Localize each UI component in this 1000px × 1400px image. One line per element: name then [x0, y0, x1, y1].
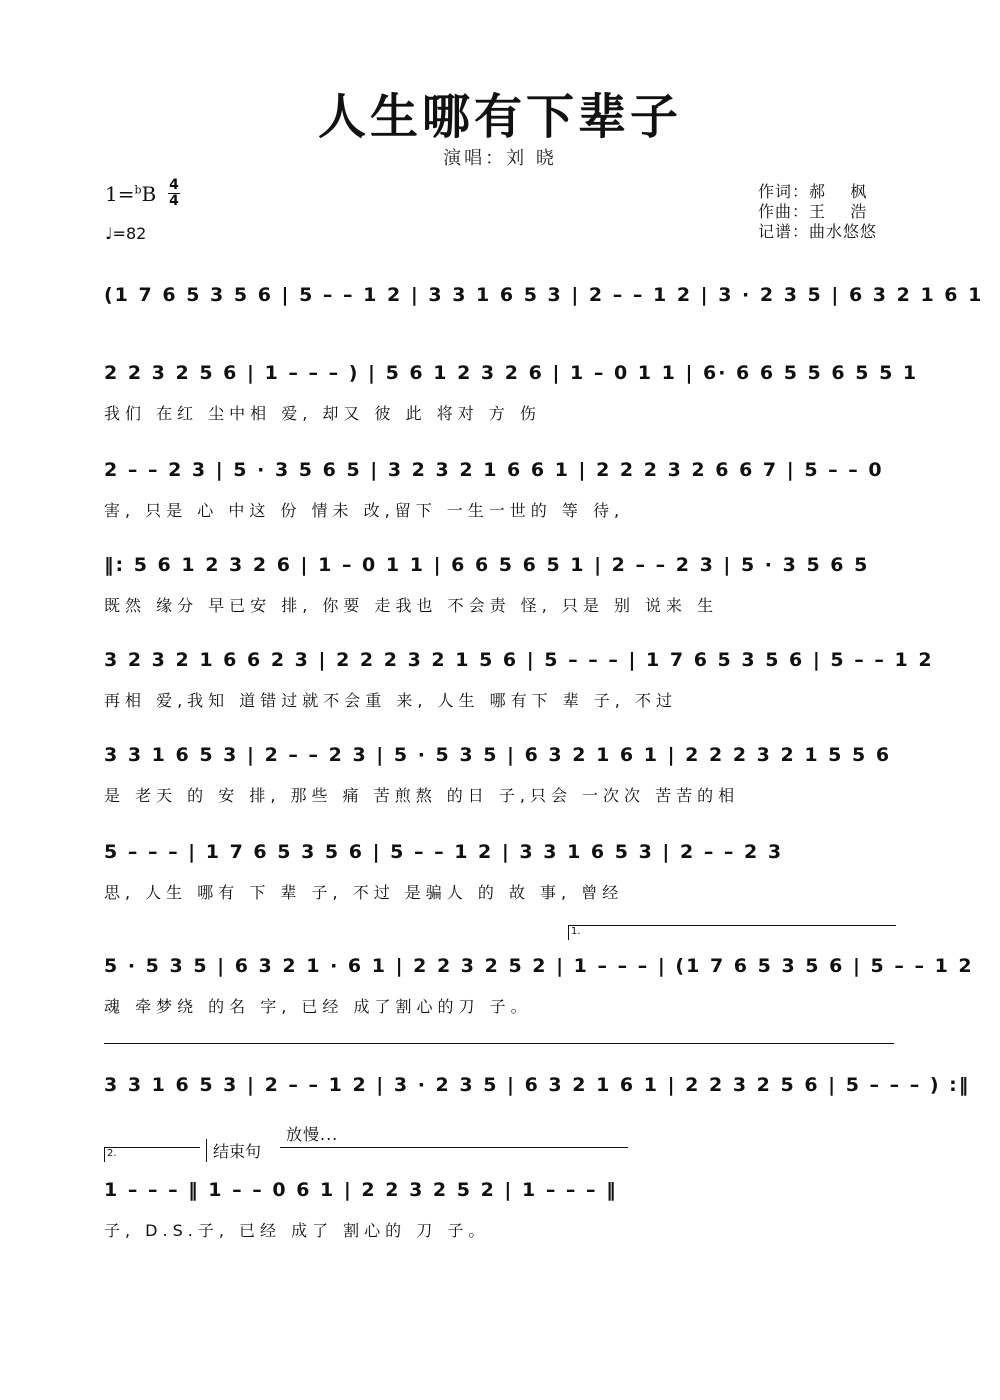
- time-signature: [168, 178, 180, 209]
- coda-bracket: [280, 1147, 628, 1148]
- notation-line-4: ‖: 5 6 1 2 3 2 6 | 1 – 0 1 1 | 6 6 5 6 5 1 | 2 – – 2 3 | 5 · 3 5 6 5: [104, 554, 870, 576]
- notation-line-10: 1 – – – ‖ 1 – – 0 6 1 | 2 2 3 2 5 2 | 1 – – – ‖: [104, 1179, 618, 1201]
- song-title: 人生哪有下辈子: [317, 89, 682, 145]
- volta-bracket-2: 2.: [104, 1147, 200, 1162]
- volta-continuation: [104, 1043, 894, 1044]
- notation-line-6: 3 3 1 6 5 3 | 2 – – 2 3 | 5 · 5 3 5 | 6 3 2 1 6 1 | 2 2 2 3 2 1 5 5 6: [104, 744, 892, 766]
- notation-line-9: 3 3 1 6 5 3 | 2 – – 1 2 | 3 · 2 3 5 | 6 3 2 1 6 1 | 2 2 3 2 5 6 | 5 – – – ) :‖: [104, 1074, 971, 1096]
- key-flat: b: [134, 183, 142, 197]
- lyric-line-10: 子, D.S.子, 已经 成了 割心的 刀 子。: [104, 1221, 490, 1240]
- volta-bracket-1: 1.: [568, 925, 896, 940]
- time-signature-top: 4: [169, 177, 179, 193]
- lyric-line-4: 既然 缘分 早已安 排, 你要 走我也 不会责 怪, 只是 别 说来 生: [104, 596, 719, 615]
- notation-line-5: 3 2 3 2 1 6 6 2 3 | 2 2 2 3 2 1 5 6 | 5 – – – | 1 7 6 5 3 5 6 | 5 – – 1 2: [104, 649, 934, 671]
- lyric-line-3: 害, 只是 心 中这 份 情未 改,留下 一生一世的 等 待,: [104, 501, 625, 520]
- lyricist-credit: 作词：郝 枫: [758, 182, 868, 201]
- key-prefix: 1=: [105, 182, 135, 206]
- key-note: B: [141, 182, 157, 206]
- lyric-line-8: 魂 牵梦绕 的名 字, 已经 成了割心的刀 子。: [104, 997, 532, 1016]
- notation-line-8: 5 · 5 3 5 | 6 3 2 1 · 6 1 | 2 2 3 2 5 2 | 1 – – – | (1 7 6 5 3 5 6 | 5 – – 1 2: [104, 955, 974, 977]
- coda-label: 结束句: [206, 1139, 261, 1162]
- time-signature-bottom: 4: [169, 193, 179, 209]
- credits-block: [758, 182, 877, 242]
- transcriber-credit: 记谱：曲水悠悠: [758, 222, 878, 241]
- notation-line-2: 2 2 3 2 5 6 | 1 – – – ) | 5 6 1 2 3 2 6 | 1 – 0 1 1 | 6· 6 6 5 5 6 5 5 1: [104, 362, 919, 384]
- ritardando-marking: 放慢...: [286, 1125, 339, 1144]
- lyric-line-6: 是 老天 的 安 排, 那些 痛 苦煎熬 的日 子,只会 一次次 苦苦的相: [104, 786, 740, 805]
- composer-credit: 作曲：王 浩: [758, 202, 868, 221]
- notation-line-3: 2 – – 2 3 | 5 · 3 5 6 5 | 3 2 3 2 1 6 6 1 | 2 2 2 3 2 6 6 7 | 5 – – 0: [104, 459, 884, 481]
- lyric-line-2: 我们 在红 尘中相 爱, 却又 彼 此 将对 方 伤: [104, 404, 541, 423]
- notation-line-1: (1 7 6 5 3 5 6 | 5 – – 1 2 | 3 3 1 6 5 3 | 2 – – 1 2 | 3 · 2 3 5 | 6 3 2 1 6 1: [104, 284, 984, 306]
- tempo-marking: ♩=82: [105, 224, 147, 243]
- key-signature: [105, 182, 156, 206]
- lyric-line-7: 思, 人生 哪有 下 辈 子, 不过 是骗人 的 故 事, 曾经: [104, 883, 624, 902]
- singer-credit: 演唱：刘 晓: [443, 148, 557, 169]
- notation-line-7: 5 – – – | 1 7 6 5 3 5 6 | 5 – – 1 2 | 3 3 1 6 5 3 | 2 – – 2 3: [104, 841, 784, 863]
- lyric-line-5: 再相 爱,我知 道错过就不会重 来, 人生 哪有下 辈 子, 不过: [104, 691, 677, 710]
